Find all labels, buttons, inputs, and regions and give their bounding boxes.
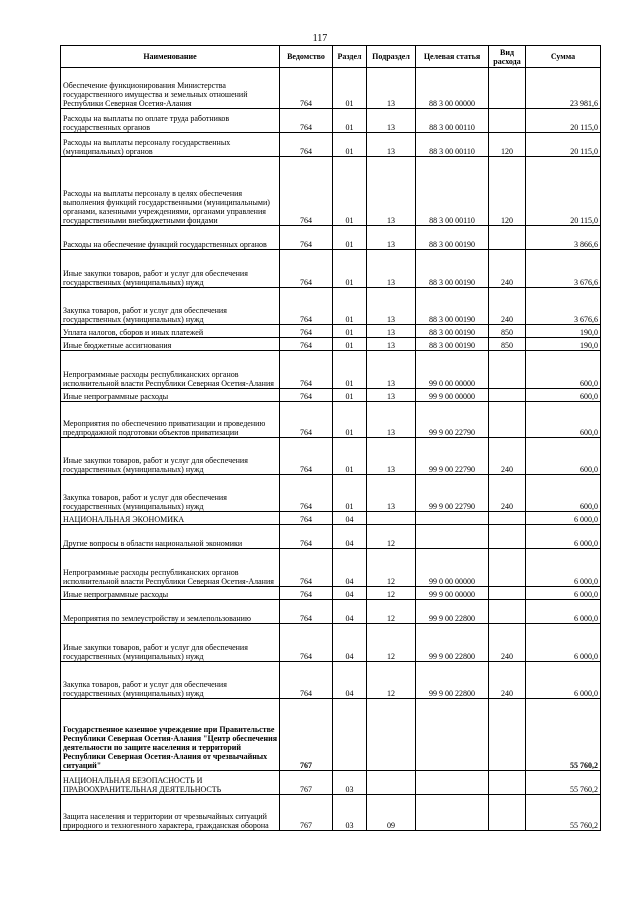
row-vedomstvo: 764 [280, 600, 333, 624]
row-podrazdel: 13 [367, 226, 416, 250]
row-sum: 600,0 [526, 389, 601, 402]
row-razdel: 04 [333, 587, 367, 600]
row-razdel: 01 [333, 338, 367, 351]
row-vedomstvo: 764 [280, 288, 333, 325]
row-name: Иные закупки товаров, работ и услуг для обеспечения государственных (муниципальных) нужд [61, 438, 280, 475]
row-name: Обеспечение функционирования Министерства государственного имущества и земельных отношений Республики Северная Осетия-Алания [61, 68, 280, 109]
row-podrazdel: 13 [367, 475, 416, 512]
row-razdel: 04 [333, 512, 367, 525]
row-sum: 6 000,0 [526, 662, 601, 699]
row-vedomstvo: 764 [280, 525, 333, 549]
row-vedomstvo: 764 [280, 475, 333, 512]
row-razdel: 01 [333, 475, 367, 512]
row-razdel: 01 [333, 157, 367, 226]
row-sum: 6 000,0 [526, 600, 601, 624]
row-target: 99 9 00 00000 [416, 389, 489, 402]
header-razdel: Раздел [333, 46, 367, 68]
row-vedomstvo: 764 [280, 389, 333, 402]
row-vedomstvo: 764 [280, 109, 333, 133]
row-razdel: 01 [333, 68, 367, 109]
row-sum: 55 760,2 [526, 795, 601, 831]
row-target: 99 9 00 22790 [416, 475, 489, 512]
row-sum: 600,0 [526, 438, 601, 475]
row-razdel: 04 [333, 624, 367, 662]
row-vedomstvo: 767 [280, 771, 333, 795]
row-podrazdel: 13 [367, 157, 416, 226]
row-podrazdel: 12 [367, 525, 416, 549]
row-podrazdel: 13 [367, 389, 416, 402]
row-target [416, 525, 489, 549]
row-name: Иные непрограммные расходы [61, 587, 280, 600]
row-podrazdel: 12 [367, 587, 416, 600]
row-podrazdel: 13 [367, 338, 416, 351]
row-name: Закупка товаров, работ и услуг для обеспечения государственных (муниципальных) нужд [61, 288, 280, 325]
header-podrazdel: Подраздел [367, 46, 416, 68]
row-razdel: 01 [333, 389, 367, 402]
row-vedomstvo: 764 [280, 68, 333, 109]
row-sum: 6 000,0 [526, 549, 601, 587]
row-vid [489, 109, 526, 133]
table-row [61, 438, 601, 475]
header-sum: Сумма [526, 46, 601, 68]
row-sum: 6 000,0 [526, 525, 601, 549]
table-row [61, 795, 601, 831]
row-vid: 850 [489, 338, 526, 351]
row-name: Иные закупки товаров, работ и услуг для обеспечения государственных (муниципальных) нужд [61, 624, 280, 662]
row-target: 88 3 00 00190 [416, 288, 489, 325]
row-vid [489, 771, 526, 795]
table-row [61, 133, 601, 157]
row-vid [489, 795, 526, 831]
table-row [61, 109, 601, 133]
row-sum: 23 981,6 [526, 68, 601, 109]
row-podrazdel: 13 [367, 109, 416, 133]
row-sum: 20 115,0 [526, 157, 601, 226]
table-row [61, 699, 601, 771]
table-row [61, 662, 601, 699]
row-vedomstvo: 767 [280, 699, 333, 771]
row-sum: 600,0 [526, 475, 601, 512]
row-sum: 3 676,6 [526, 288, 601, 325]
row-vid: 240 [489, 475, 526, 512]
row-vid: 120 [489, 157, 526, 226]
row-name: Иные непрограммные расходы [61, 389, 280, 402]
row-podrazdel: 09 [367, 795, 416, 831]
table-row [61, 351, 601, 389]
row-target: 99 9 00 22800 [416, 600, 489, 624]
row-sum: 3 676,6 [526, 250, 601, 288]
row-podrazdel: 13 [367, 250, 416, 288]
row-vid [489, 68, 526, 109]
row-name: НАЦИОНАЛЬНАЯ ЭКОНОМИКА [61, 512, 280, 525]
table-row [61, 624, 601, 662]
row-vedomstvo: 764 [280, 438, 333, 475]
row-podrazdel: 13 [367, 288, 416, 325]
table-row [61, 771, 601, 795]
row-name: Защита населения и территории от чрезвычайных ситуаций природного и техногенного характера, гражданская оборона [61, 795, 280, 831]
row-target [416, 699, 489, 771]
row-target: 99 9 00 22800 [416, 624, 489, 662]
row-vid [489, 402, 526, 438]
row-razdel: 03 [333, 771, 367, 795]
row-vid [489, 600, 526, 624]
row-target: 99 9 00 00000 [416, 587, 489, 600]
row-sum: 6 000,0 [526, 624, 601, 662]
header-vid: Вид расхода [489, 46, 526, 68]
row-target: 99 0 00 00000 [416, 549, 489, 587]
row-target: 88 3 00 00190 [416, 250, 489, 288]
page-number: 117 [312, 33, 328, 44]
row-vedomstvo: 767 [280, 795, 333, 831]
row-vid: 240 [489, 250, 526, 288]
row-razdel: 04 [333, 600, 367, 624]
row-sum: 55 760,2 [526, 699, 601, 771]
row-target: 88 3 00 00190 [416, 226, 489, 250]
row-target: 88 3 00 00000 [416, 68, 489, 109]
table-row [61, 68, 601, 109]
row-vid: 850 [489, 325, 526, 338]
row-vid: 120 [489, 133, 526, 157]
row-vid [489, 699, 526, 771]
row-vid [489, 525, 526, 549]
row-vid: 240 [489, 662, 526, 699]
row-razdel: 01 [333, 288, 367, 325]
row-razdel: 03 [333, 795, 367, 831]
row-target: 88 3 00 00190 [416, 325, 489, 338]
row-podrazdel [367, 512, 416, 525]
row-vedomstvo: 764 [280, 133, 333, 157]
row-target: 99 9 00 22790 [416, 402, 489, 438]
row-vedomstvo: 764 [280, 226, 333, 250]
row-podrazdel: 13 [367, 68, 416, 109]
table-row [61, 288, 601, 325]
row-vid [489, 512, 526, 525]
row-name: Расходы на выплаты персоналу государственных (муниципальных) органов [61, 133, 280, 157]
row-name: Расходы на выплаты персоналу в целях обеспечения выполнения функций государственными (муниципальными) органами, казенными учреждениями, органами управления государственными внебюджетными фондами [61, 157, 280, 226]
table-row [61, 226, 601, 250]
row-vedomstvo: 764 [280, 587, 333, 600]
row-razdel: 01 [333, 133, 367, 157]
row-target: 88 3 00 00110 [416, 157, 489, 226]
header-name: Наименование [61, 46, 280, 68]
table-row [61, 338, 601, 351]
row-name: Закупка товаров, работ и услуг для обеспечения государственных (муниципальных) нужд [61, 475, 280, 512]
row-razdel: 01 [333, 109, 367, 133]
table-row [61, 250, 601, 288]
row-podrazdel [367, 699, 416, 771]
row-podrazdel [367, 771, 416, 795]
row-razdel: 01 [333, 438, 367, 475]
row-target: 99 9 00 22800 [416, 662, 489, 699]
row-razdel: 01 [333, 351, 367, 389]
row-podrazdel: 13 [367, 325, 416, 338]
row-razdel: 01 [333, 325, 367, 338]
header-vedomstvo: Ведомство [280, 46, 333, 68]
table-row [61, 525, 601, 549]
row-sum: 6 000,0 [526, 587, 601, 600]
row-vid [489, 351, 526, 389]
row-vedomstvo: 764 [280, 662, 333, 699]
table-row [61, 549, 601, 587]
row-razdel: 04 [333, 549, 367, 587]
row-sum: 20 115,0 [526, 109, 601, 133]
row-podrazdel: 12 [367, 624, 416, 662]
row-vid: 240 [489, 438, 526, 475]
row-vid [489, 389, 526, 402]
row-vedomstvo: 764 [280, 325, 333, 338]
row-sum: 20 115,0 [526, 133, 601, 157]
row-sum: 190,0 [526, 338, 601, 351]
row-name: Иные бюджетные ассигнования [61, 338, 280, 351]
row-sum: 600,0 [526, 351, 601, 389]
row-name: Мероприятия по обеспечению приватизации и проведению предпродажной подготовки объектов приватизации [61, 402, 280, 438]
row-vedomstvo: 764 [280, 549, 333, 587]
row-name: Уплата налогов, сборов и иных платежей [61, 325, 280, 338]
table-row [61, 475, 601, 512]
row-name: Закупка товаров, работ и услуг для обеспечения государственных (муниципальных) нужд [61, 662, 280, 699]
row-name: НАЦИОНАЛЬНАЯ БЕЗОПАСНОСТЬ И ПРАВООХРАНИТЕЛЬНАЯ ДЕЯТЕЛЬНОСТЬ [61, 771, 280, 795]
table-header-row [61, 46, 601, 68]
row-sum: 3 866,6 [526, 226, 601, 250]
table-row [61, 325, 601, 338]
row-vid [489, 587, 526, 600]
row-vid: 240 [489, 624, 526, 662]
table-row [61, 600, 601, 624]
row-target [416, 795, 489, 831]
row-name: Расходы на выплаты по оплате труда работников государственных органов [61, 109, 280, 133]
row-razdel: 01 [333, 226, 367, 250]
table-row [61, 402, 601, 438]
row-name: Непрограммные расходы республиканских органов исполнительной власти Республики Северная Осетия-Алания [61, 549, 280, 587]
row-vid [489, 226, 526, 250]
row-razdel [333, 699, 367, 771]
row-target: 88 3 00 00110 [416, 109, 489, 133]
row-target [416, 512, 489, 525]
row-vedomstvo: 764 [280, 157, 333, 226]
row-sum: 190,0 [526, 325, 601, 338]
row-name: Непрограммные расходы республиканских органов исполнительной власти Республики Северная Осетия-Алания [61, 351, 280, 389]
row-razdel: 01 [333, 402, 367, 438]
budget-table [60, 45, 601, 831]
row-razdel: 01 [333, 250, 367, 288]
row-podrazdel: 12 [367, 600, 416, 624]
row-sum: 600,0 [526, 402, 601, 438]
row-name: Иные закупки товаров, работ и услуг для обеспечения государственных (муниципальных) нужд [61, 250, 280, 288]
row-sum: 6 000,0 [526, 512, 601, 525]
row-target: 99 0 00 00000 [416, 351, 489, 389]
row-razdel: 04 [333, 525, 367, 549]
row-target [416, 771, 489, 795]
row-podrazdel: 13 [367, 133, 416, 157]
row-name: Государственное казенное учреждение при Правительстве Республики Северная Осетия-Алания "Центр обеспечения деятельности по защите населения и территорий Республики Северная Осетия-Алания от чрезвычайных ситуаций" [61, 699, 280, 771]
row-podrazdel: 13 [367, 402, 416, 438]
row-name: Расходы на обеспечение функций государственных органов [61, 226, 280, 250]
row-razdel: 04 [333, 662, 367, 699]
row-target: 88 3 00 00110 [416, 133, 489, 157]
header-target: Целевая статья [416, 46, 489, 68]
table-row [61, 587, 601, 600]
row-podrazdel: 13 [367, 351, 416, 389]
row-sum: 55 760,2 [526, 771, 601, 795]
row-vedomstvo: 764 [280, 512, 333, 525]
row-name: Мероприятия по землеустройству и землепользованию [61, 600, 280, 624]
row-target: 99 9 00 22790 [416, 438, 489, 475]
row-podrazdel: 12 [367, 549, 416, 587]
table-row [61, 389, 601, 402]
row-podrazdel: 12 [367, 662, 416, 699]
row-vedomstvo: 764 [280, 351, 333, 389]
row-podrazdel: 13 [367, 438, 416, 475]
row-vedomstvo: 764 [280, 624, 333, 662]
row-vedomstvo: 764 [280, 338, 333, 351]
row-name: Другие вопросы в области национальной экономики [61, 525, 280, 549]
table-row [61, 157, 601, 226]
row-target: 88 3 00 00190 [416, 338, 489, 351]
table-row [61, 512, 601, 525]
row-vid: 240 [489, 288, 526, 325]
row-vedomstvo: 764 [280, 250, 333, 288]
row-vedomstvo: 764 [280, 402, 333, 438]
row-vid [489, 549, 526, 587]
